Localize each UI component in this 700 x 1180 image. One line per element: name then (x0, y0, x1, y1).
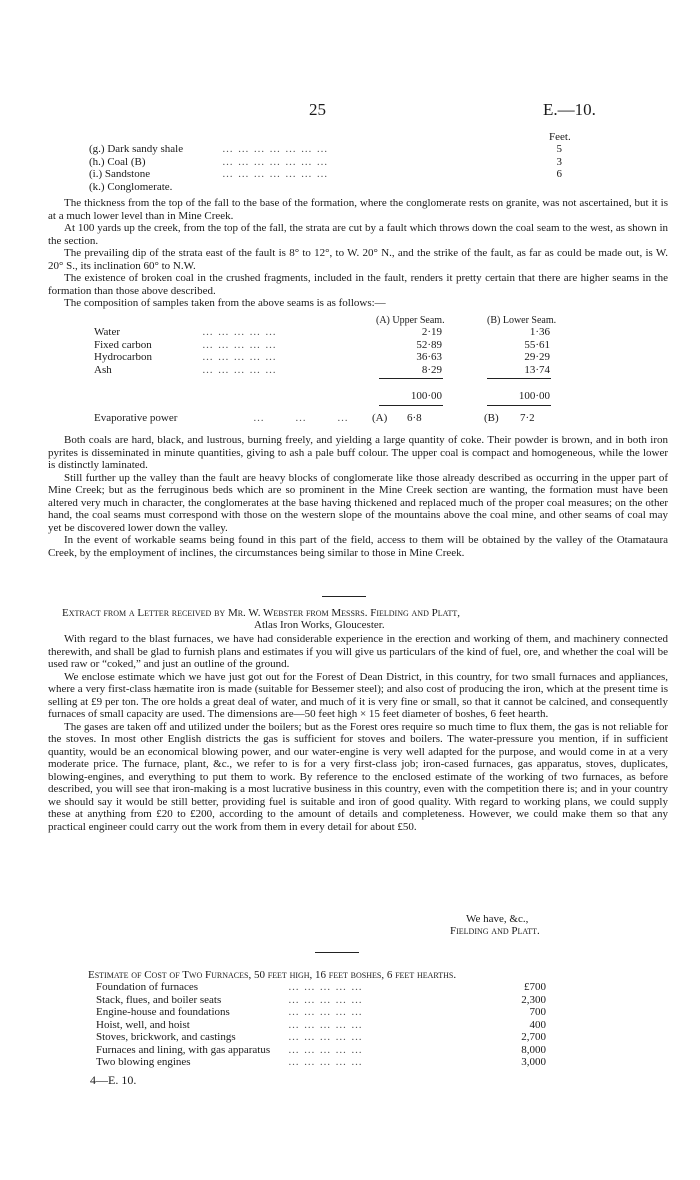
composition-label: Hydrocarbon (94, 351, 153, 363)
total-rule-a (379, 378, 443, 379)
estimate-label: Engine-house and foundations (96, 1006, 230, 1018)
extract-heading-1: Extract from a Letter received by Mr. W. Webster from Messrs. Fielding and Platt, (62, 607, 461, 619)
paragraph: Both coals are hard, black, and lustrous, burning freely, and yielding a large quantity of coke. Their powder is brown, and in both iron pyrites is disseminated in minute quantities, giving to ash a pale buff colour. The upper coal is compact and homogeneous, while the lower is distinctly laminated. (48, 434, 668, 471)
estimate-label: Stack, flues, and boiler seats (96, 993, 222, 1006)
strata-list (0, 143, 700, 195)
composition-a: 2·19 (421, 326, 442, 338)
paragraph: The existence of broken coal in the crushed fragments, included in the fault, renders it pretty certain that there are higher seams in the formation than those above described. (48, 272, 668, 297)
paragraph: In the event of workable seams being found in this part of the field, access to them will be obtained by the valley of the Otamataura Creek, by the employment of inclines, the circumstances being similar to those in Mine Creek. (48, 534, 668, 559)
paragraph: The composition of samples taken from the above seams is as follows:— (64, 297, 386, 309)
extract-paragraphs (48, 633, 668, 833)
composition-dots: … … … … … (202, 351, 277, 363)
signature-mark: 4—E. 10. (90, 1073, 137, 1087)
evaporative-b-tag: (B) (484, 412, 499, 424)
estimate-value: 2,300 (521, 993, 546, 1006)
estimate-dots: … … … … … (288, 1056, 363, 1068)
strata-dots: … … … … … … … (222, 155, 329, 168)
estimate-value: 3,000 (521, 1056, 546, 1068)
estimate-value: 700 (529, 1006, 546, 1018)
estimate-dots: … … … … … (288, 1031, 363, 1043)
evaporative-a-tag: (A) (372, 412, 388, 424)
composition-label: Water (94, 326, 120, 338)
paragraph: The gases are taken off and utilized under the boilers; but as the Forest ores require so much time to flux them, the gas is not reliable for the stoves. In most other English districts the gas is sufficient for stoves and boilers. The water-pressure you mention, if in sufficient quantity, would be an economical blowing power, and our water-engine is very well adapted for the purpose, and would come in at a very moderate price. The furnace, plant, &c., we refer to is for a very first-class job; iron-cased furnaces, gas apparatus, stoves, duplicates, blowing-engines, and everything to put them to work. By reference to the enclosed estimate of the working of two furnaces, as before described, you will see that iron-making is a most lucrative business in this country, even with the competition there is; and in your country we should say it would be still better, providing fuel is suitable and iron of good quality. With regard to working plans, we could supply these at anything from £20 to £200, according to the amount of details and completeness. However, we could make them so that any practical engineer could carry out the work from them in every detail for about £50. (48, 720, 668, 833)
strata-dots: … … … … … … … (222, 168, 329, 180)
estimate-value: £700 (524, 981, 546, 993)
evaporative-b: 7·2 (520, 412, 535, 424)
strata-label: (h.) Coal (B) (89, 155, 146, 168)
paragraph: We enclose estimate which we have just got out for the Forest of Dean District, in this country, for two small furnaces and appliances, where a very first-class hæmatite iron is made (suitable for Bessemer steel); and also cost of producing the iron, which at the present time is selling at £9 per ton. The ore holds a great deal of water, and much of it is very fine or small, so that it cannot be calcined, and consequently furnaces of small capacity are used. The dimensions are—50 feet high × 15 feet diameter of boshes, 6 feet hearth. (48, 670, 668, 720)
composition-table (0, 326, 700, 386)
estimate-heading: Estimate of Cost of Two Furnaces, 50 feet high, 16 feet boshes, 6 feet hearths. (88, 969, 457, 981)
page-number: 25 (309, 100, 326, 119)
composition-b: 13·74 (524, 363, 550, 376)
closing: We have, &c., (466, 913, 529, 925)
composition-label: Fixed carbon (94, 338, 152, 351)
paragraph: Still further up the valley than the fault are heavy blocks of conglomerate like those already described as occurring in the upper part of Mine Creek; but as the ferruginous beds which are so prominent in the Mine Creek section are wanting, the formation must have been altered very much in character, the conglomerates at the base having thickened and replaced much of the proper coal measures; on the other hand, the coal seams must correspond with those on the western slope of the mountains above the coal mine, and other seams of coal may yet be discovered lower down the valley. (48, 471, 668, 534)
separator-rule (322, 596, 366, 597)
evaporative-a: 6·8 (407, 412, 422, 424)
estimate-dots: … … … … … (288, 1018, 363, 1031)
composition-b: 1·36 (529, 326, 550, 338)
strata-value: 3 (556, 155, 562, 168)
composition-col-b: (B) Lower Seam. (487, 315, 557, 326)
estimate-dots: … … … … … (288, 981, 363, 993)
total-b: 100·00 (518, 390, 550, 402)
composition-a: 8·29 (421, 363, 442, 376)
estimate-value: 2,700 (521, 1031, 546, 1043)
estimate-label: Two blowing engines (96, 1056, 191, 1068)
total-underline-b (487, 405, 551, 406)
estimate-label: Furnaces and lining, with gas apparatus (96, 1043, 271, 1056)
composition-label: Ash (94, 363, 112, 376)
total-rule-b (487, 378, 551, 379)
signature: Fielding and Platt. (450, 925, 540, 937)
estimate-dots: … … … … … (288, 1006, 363, 1018)
strata-dots: … … … … … … … (222, 143, 329, 155)
evaporative-dots: … … … (253, 412, 349, 424)
estimate-dots: … … … … … (288, 1043, 363, 1056)
separator-rule-2 (315, 952, 359, 953)
strata-label: (k.) Conglomerate. (89, 180, 173, 193)
estimate-value: 8,000 (521, 1043, 546, 1056)
estimate-table (0, 981, 700, 1076)
paragraph: With regard to the blast furnaces, we have had considerable experience in the erection and working of them, and machinery connected therewith, and shall be glad to furnish plans and estimates if you will give us particulars of the kind of fuel, ore, and whether the coal will be used raw or “coked,” and just an outline of the ground. (48, 633, 668, 670)
paragraph: At 100 yards up the creek, from the top of the fall, the strata are cut by a fault which throws down the coal seam to the west, as shown in the section. (48, 222, 668, 247)
extract-heading-2: Atlas Iron Works, Gloucester. (254, 619, 385, 631)
evaporative-label: Evaporative power (94, 412, 178, 424)
composition-dots: … … … … … (202, 326, 277, 338)
total-underline-a (379, 405, 443, 406)
strata-label: (g.) Dark sandy shale (89, 143, 184, 155)
composition-b: 55·61 (524, 338, 550, 351)
paragraphs-2 (48, 434, 668, 559)
composition-a: 52·89 (416, 338, 442, 351)
composition-dots: … … … … … (202, 338, 277, 351)
section-code: E.—10. (543, 100, 596, 119)
composition-col-a: (A) Upper Seam. (376, 315, 445, 326)
feet-header: Feet. (549, 131, 571, 143)
estimate-dots: … … … … … (288, 993, 363, 1006)
composition-dots: … … … … … (202, 363, 277, 376)
paragraphs-1 (48, 197, 668, 310)
estimate-label: Stoves, brickwork, and castings (96, 1031, 236, 1043)
composition-a: 36·63 (416, 351, 442, 363)
paragraph: The thickness from the top of the fall to the base of the formation, where the conglomerate rests on granite, was not ascertained, but it is at a much lower level than in Mine Creek. (48, 197, 668, 222)
estimate-label: Hoist, well, and hoist (96, 1018, 190, 1031)
paragraph: The prevailing dip of the strata east of the fault is 8° to 12°, to W. 20° N., and the strike of the fault, as far as could be made out, is W. 20° S., its inclination 60° to N.W. (48, 247, 668, 272)
estimate-label: Foundation of furnaces (96, 981, 199, 993)
strata-label: (i.) Sandstone (89, 168, 151, 180)
composition-b: 29·29 (524, 351, 550, 363)
total-a: 100·00 (410, 390, 442, 402)
strata-value: 6 (556, 168, 562, 180)
estimate-value: 400 (529, 1018, 546, 1031)
strata-value: 5 (556, 143, 562, 155)
